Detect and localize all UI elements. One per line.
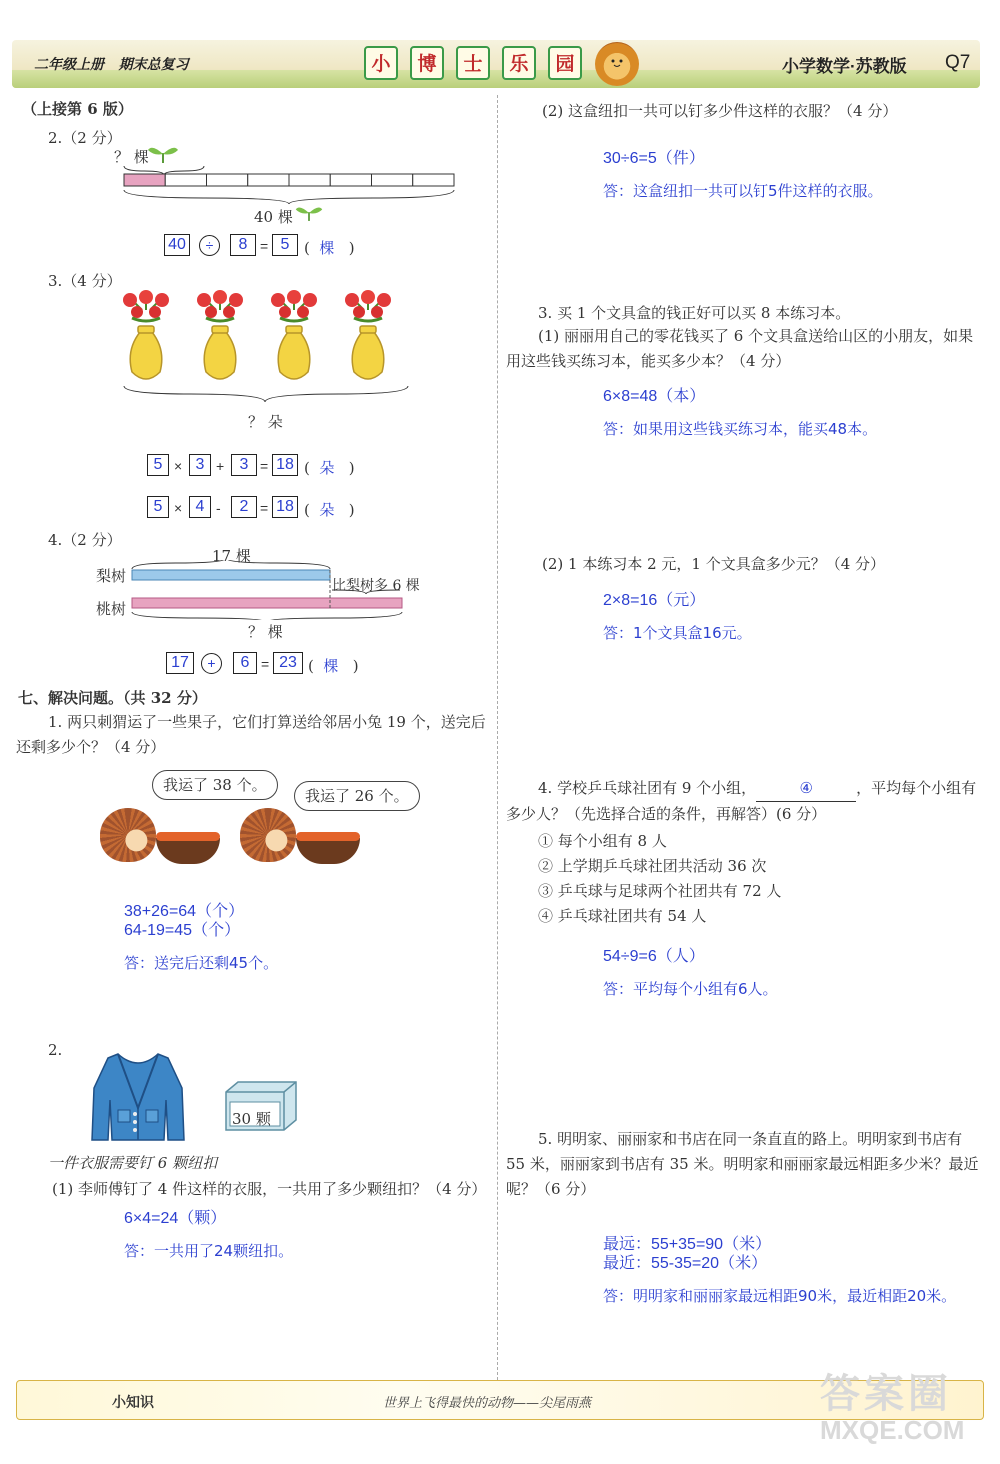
p2-note: 一件衣服需要钉 6 颗纽扣 <box>48 1154 218 1172</box>
q4-label: 4.（2 分） <box>48 531 122 549</box>
problem3-intro: 3. 买 1 个文具盒的钱正好可以买 8 本练习本。 <box>538 304 851 322</box>
column-divider <box>497 95 498 1380</box>
q4-pear-label: 梨树 <box>96 567 127 585</box>
subject-label: 小学数学·苏教版 <box>782 57 907 76</box>
p2-q1: (1) 李师傅钉了 4 件这样的衣服，一共用了多少颗纽扣？（4 分） <box>52 1180 487 1198</box>
p3-q2-calc: 2×8=16（元） <box>603 592 706 609</box>
p2-q2-calc: 30÷6=5（件） <box>603 150 705 167</box>
p1-answer: 答：送完后还剩45个。 <box>124 954 279 972</box>
p3-q2: (2) 1 本练习本 2 元，1 个文具盒多少元？（4 分） <box>542 555 886 573</box>
q2-bar-segment <box>124 174 165 186</box>
section7-title: 七、解决问题。（共 32 分） <box>18 689 207 707</box>
footer-tip-text: 世界上飞得最快的动物——尖尾雨燕 <box>383 1396 592 1411</box>
p3-q2-answer: 答：1个文具盒16元。 <box>603 624 752 642</box>
title-char-4: 乐 <box>502 46 536 80</box>
q3-eq2-a: 5 <box>147 496 169 518</box>
p2-q2-answer: 答：这盒纽扣一共可以钉5件这样的衣服。 <box>603 182 883 200</box>
p1-calc-2: 64-19=45（个） <box>124 922 241 939</box>
p2-q1-answer: 答：一共用了24颗纽扣。 <box>124 1242 294 1260</box>
lion-mascot-icon <box>595 42 639 86</box>
problem4-text: 4. 学校乒乓球社团有 9 个小组， ④ ，平均每个小组有多少人？（先选择合适的条件，再解答）(6 分） <box>506 776 982 827</box>
page-header <box>12 40 980 88</box>
p3-q1-calc: 6×8=48（本） <box>603 388 706 405</box>
q3-eq1-b: 3 <box>189 454 211 476</box>
q4-peach-label: 桃树 <box>96 600 127 618</box>
hedgehog-icon <box>100 808 156 862</box>
speech-bubble-1: 我运了 38 个。 <box>152 770 278 800</box>
title-char-5: 园 <box>548 46 582 80</box>
sweater-icon <box>88 1048 188 1144</box>
box-count-label: 30 颗 <box>232 1110 271 1128</box>
q2-box-a: 40 <box>164 234 190 256</box>
q2-bar-segment <box>248 174 289 186</box>
p4-option-1: ① 每个小组有 8 人 <box>538 832 667 850</box>
q3-eq1-unit: ( 朵 ) <box>304 459 355 477</box>
p5-answer: 答：明明家和丽丽家最远相距90米，最近相距20米。 <box>603 1287 957 1305</box>
sprout-icon <box>146 144 180 164</box>
q3-eq1-a: 5 <box>147 454 169 476</box>
footer-tip-label: 小知识 <box>112 1395 154 1411</box>
flower-vases-illustration <box>116 290 416 390</box>
q2-bar-segment <box>289 174 330 186</box>
p3-q1-answer: 答：如果用这些钱买练习本，能买48本。 <box>603 420 878 438</box>
p5-calc-1: 最远：55+35=90（米） <box>603 1236 772 1253</box>
fruit-cart-icon <box>296 838 360 864</box>
q3-eq1-equals: = <box>260 458 269 474</box>
q3-eq2-b: 4 <box>189 496 211 518</box>
p4-option-2: ② 上学期乒乓球社团共活动 36 次 <box>538 857 767 875</box>
q3-eq1-op2: + <box>216 458 225 474</box>
q2-box-b: 8 <box>230 234 256 256</box>
q3-eq2-unit: ( 朵 ) <box>304 501 355 519</box>
q4-box-a: 17 <box>166 652 194 674</box>
p5-calc-2: 最近：55-35=20（米） <box>603 1255 768 1272</box>
p3-q1: (1) 丽丽用自己的零花钱买了 6 个文具盒送给山区的小朋友，如果用这些钱买练习本，能买多少本？（4 分） <box>506 327 974 370</box>
q3-brace <box>120 384 414 406</box>
q2-bottom-label: 40 棵 <box>254 208 293 226</box>
sprout-icon <box>294 203 324 223</box>
title-char-3: 士 <box>456 46 490 80</box>
q2-label: 2.（2 分） <box>48 129 122 147</box>
continue-note: （上接第 6 版） <box>22 100 133 118</box>
page-number: Q7 <box>945 52 971 73</box>
q3-label: 3.（4 分） <box>48 272 122 290</box>
title-char-1: 小 <box>364 46 398 80</box>
watermark: 答案圈 MXQE.COM <box>820 1372 965 1445</box>
q3-eq2-op1: × <box>174 500 183 516</box>
fruit-cart-icon <box>156 838 220 864</box>
problem1-text: 1. 两只刺猬运了一些果子，它们打算送给邻居小兔 19 个，送完后还剩多少个？（4 分） <box>16 713 486 756</box>
q3-eq1-c: 3 <box>231 454 257 476</box>
q2-bar-diagram <box>118 162 460 206</box>
q3-bottom-label: ？ 朵 <box>248 413 283 431</box>
p2-q1-calc: 6×4=24（颗） <box>124 1210 227 1227</box>
q2-top-label: ？ 棵 <box>114 148 149 166</box>
q2-bar-segment <box>207 174 248 186</box>
p4-answer: 答：平均每个小组有6人。 <box>603 980 778 998</box>
q4-more-label: 比梨树多 6 棵 <box>332 578 420 594</box>
q3-eq2-op2: - <box>216 500 221 516</box>
q2-equals: = <box>260 238 269 254</box>
header-grade-label: 二年级上册 期末总复习 <box>34 57 189 73</box>
q2-unit: ( 棵 ) <box>304 239 355 257</box>
q4-unit: ( 棵 ) <box>308 657 359 675</box>
q3-eq2-result: 18 <box>272 496 298 518</box>
hedgehog-icon <box>240 808 296 862</box>
title-char-2: 博 <box>410 46 444 80</box>
q4-bottom-label: ？ 棵 <box>248 623 283 641</box>
q4-box-b: 6 <box>233 652 257 674</box>
p4-option-4: ④ 乒乓球社团共有 54 人 <box>538 907 707 925</box>
q3-eq2-equals: = <box>260 500 269 516</box>
q4-top-label: 17 棵 <box>212 547 251 565</box>
q3-eq2-c: 2 <box>231 496 257 518</box>
q2-bar-segment <box>413 174 454 186</box>
problem5-text: 5. 明明家、丽丽家和书店在同一条直直的路上。明明家到书店有 55 米，丽丽家到书店有 35 米。明明家和丽丽家最远相距多少米？最近呢？（6 分） <box>506 1130 979 1198</box>
q4-equals: = <box>261 656 270 672</box>
q2-bar-segment <box>165 174 206 186</box>
p4-option-3: ③ 乒乓球与足球两个社团共有 72 人 <box>538 882 782 900</box>
p4-blank-answer: ④ <box>756 776 856 802</box>
problem2-label: 2. <box>48 1041 63 1059</box>
p2-q2: (2) 这盒纽扣一共可以钉多少件这样的衣服？（4 分） <box>542 102 898 120</box>
q2-bar-segment <box>330 174 371 186</box>
q2-op-circle: ÷ <box>199 235 220 256</box>
q2-bar-segment <box>372 174 413 186</box>
q4-box-result: 23 <box>273 652 303 674</box>
p4-calc: 54÷9=6（人） <box>603 948 705 965</box>
p1-calc-1: 38+26=64（个） <box>124 903 245 920</box>
q4-op-circle: + <box>201 653 222 674</box>
q2-box-result: 5 <box>272 234 298 256</box>
speech-bubble-2: 我运了 26 个。 <box>294 781 420 811</box>
q3-eq1-result: 18 <box>272 454 298 476</box>
q3-eq1-op1: × <box>174 458 183 474</box>
